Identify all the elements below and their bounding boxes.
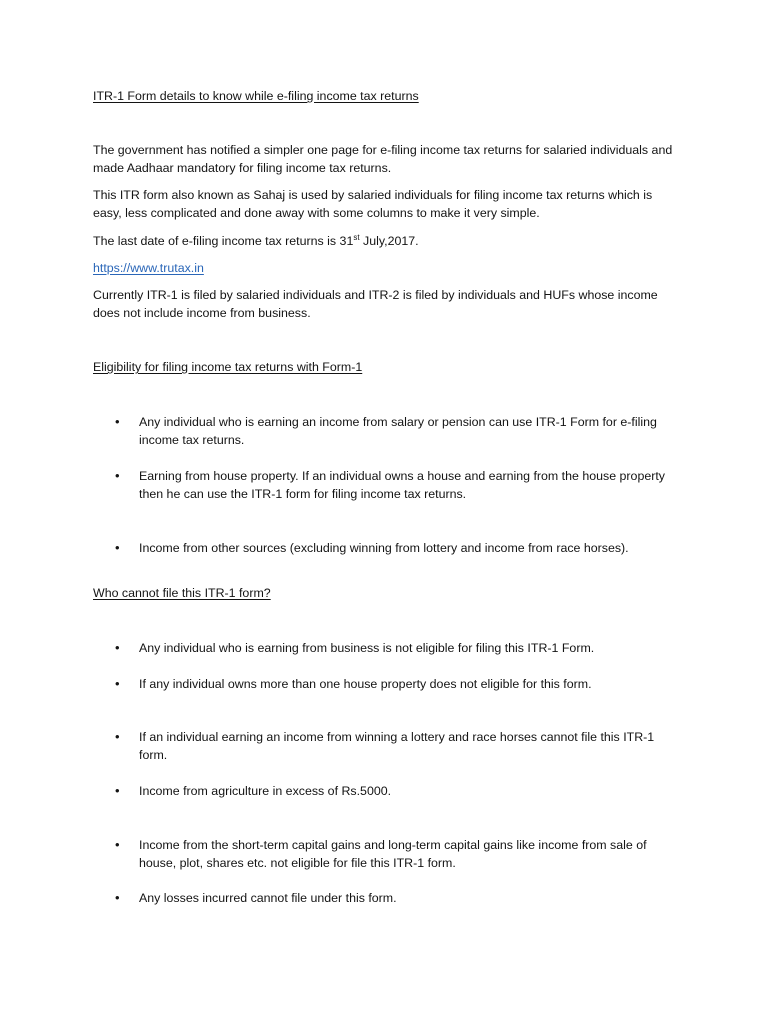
last-date-prefix: The last date of e-filing income tax returns is 31: [93, 234, 354, 248]
not-eligible-list-item: Income from agriculture in excess of Rs.5000.: [139, 784, 392, 798]
bullet-glyph: •: [115, 890, 120, 905]
not-eligible-list-item: Any individual who is earning from business is not eligible for filing this ITR-1 Form.: [139, 641, 595, 655]
eligibility-list-item: Earning from house property. If an individual owns a house and earning from the house property then he can use the ITR-1 form for filing income tax returns.: [139, 469, 665, 501]
bullet-glyph: •: [115, 468, 120, 483]
bullet-glyph: •: [115, 837, 120, 852]
not-eligible-list-item: Income from the short-term capital gains and long-term capital gains like income from sale of house, plot, shares etc. not eligible for file this ITR-1 form.: [139, 838, 647, 870]
eligibility-heading: Eligibility for filing income tax returns with Form-1: [93, 360, 363, 374]
not-eligible-heading: Who cannot file this ITR-1 form?: [93, 586, 271, 600]
bullet-glyph: •: [115, 540, 120, 555]
last-date-suffix: July,2017.: [359, 234, 419, 248]
bullet-glyph: •: [115, 783, 120, 798]
bullet-glyph: •: [115, 640, 120, 655]
not-eligible-list-item: If an individual earning an income from winning a lottery and race horses cannot file this ITR-1 form.: [139, 730, 655, 762]
document-title: ITR-1 Form details to know while e-filing income tax returns: [93, 89, 419, 103]
bullet-glyph: •: [115, 414, 120, 429]
not-eligible-list-item: If any individual owns more than one house property does not eligible for this form.: [139, 677, 592, 691]
bullet-glyph: •: [115, 729, 120, 744]
not-eligible-list-item: Any losses incurred cannot file under this form.: [139, 891, 397, 905]
last-date-paragraph: [93, 232, 683, 250]
trutax-link[interactable]: https://www.trutax.in: [93, 261, 204, 275]
intro-paragraph: The government has notified a simpler one page for e-filing income tax returns for salaried individuals and made Aadhaar mandatory for filing income tax returns.: [93, 143, 673, 175]
eligibility-list-item: Any individual who is earning an income from salary or pension can use ITR-1 Form for e-filing income tax returns.: [139, 415, 657, 447]
itr-note-paragraph: Currently ITR-1 is filed by salaried individuals and ITR-2 is filed by individuals and HUFs whose income does not include income from business.: [93, 288, 658, 320]
eligibility-list-item: Income from other sources (excluding winning from lottery and income from race horses).: [139, 541, 629, 555]
bullet-glyph: •: [115, 676, 120, 691]
intro-paragraph: This ITR form also known as Sahaj is used by salaried individuals for filing income tax returns which is easy, less complicated and done away with some columns to make it very simple.: [93, 188, 653, 220]
last-date-superscript: st: [353, 233, 360, 242]
